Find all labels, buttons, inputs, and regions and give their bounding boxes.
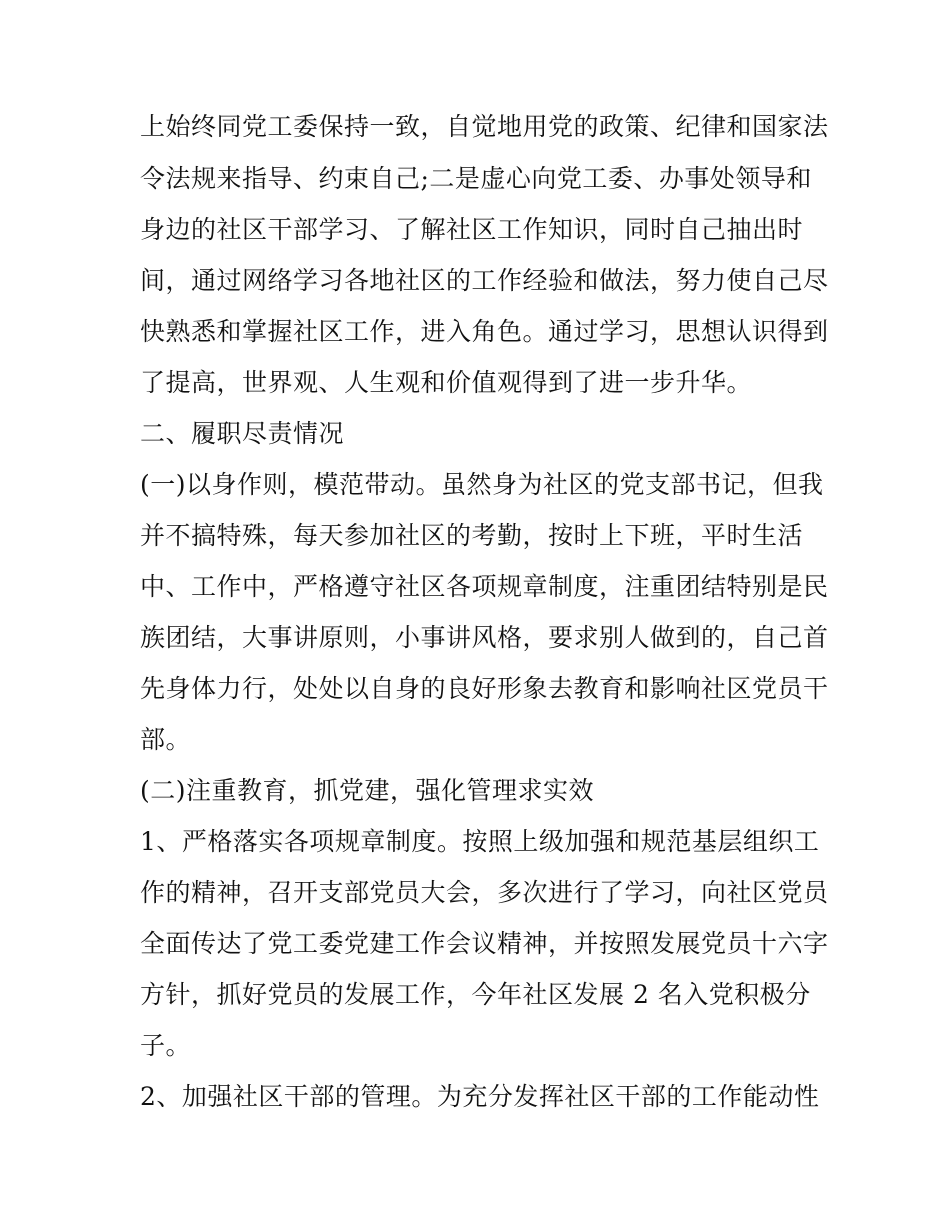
subsection-heading: (二)注重教育，抓党建，强化管理求实效 bbox=[140, 776, 595, 805]
text-line: 并不搞特殊，每天参加社区的考勤，按时上下班，平时生活 bbox=[140, 521, 804, 550]
text-line: 间，通过网络学习各地社区的工作经验和做法，努力使自己尽 bbox=[140, 266, 829, 295]
text-line: 令法规来指导、约束自己;二是虚心向党工委、办事处领导和 bbox=[140, 164, 812, 193]
text-line: 快熟悉和掌握社区工作，进入角色。通过学习，思想认识得到 bbox=[140, 317, 829, 346]
text-line: 方针，抓好党员的发展工作，今年社区发展 2 名入党积极分 bbox=[140, 980, 811, 1009]
text-line: 身边的社区干部学习、了解社区工作知识，同时自己抽出时 bbox=[140, 215, 804, 244]
text-line: 先身体力行，处处以自身的良好形象去教育和影响社区党员干 bbox=[140, 674, 829, 703]
text-line: 上始终同党工委保持一致，自觉地用党的政策、纪律和国家法 bbox=[140, 112, 829, 141]
text-line: (一)以身作则，模范带动。虽然身为社区的党支部书记，但我 bbox=[140, 470, 824, 499]
text-line: 族团结，大事讲原则，小事讲风格，要求别人做到的，自己首 bbox=[140, 623, 829, 652]
text-line: 作的精神，召开支部党员大会，多次进行了学习，向社区党员 bbox=[140, 878, 829, 907]
text-line: 1、严格落实各项规章制度。按照上级加强和规范基层组织工 bbox=[140, 827, 820, 856]
text-line: 2、加强社区干部的管理。为充分发挥社区干部的工作能动性 bbox=[140, 1082, 820, 1111]
text-line: 了提高，世界观、人生观和价值观得到了进一步升华。 bbox=[140, 368, 753, 397]
text-line: 部。 bbox=[140, 725, 192, 754]
text-line: 子。 bbox=[140, 1031, 192, 1060]
section-heading: 二、履职尽责情况 bbox=[140, 419, 345, 448]
text-line: 中、工作中，严格遵守社区各项规章制度，注重团结特别是民 bbox=[140, 572, 829, 601]
text-line: 全面传达了党工委党建工作会议精神，并按照发展党员十六字 bbox=[140, 929, 829, 958]
